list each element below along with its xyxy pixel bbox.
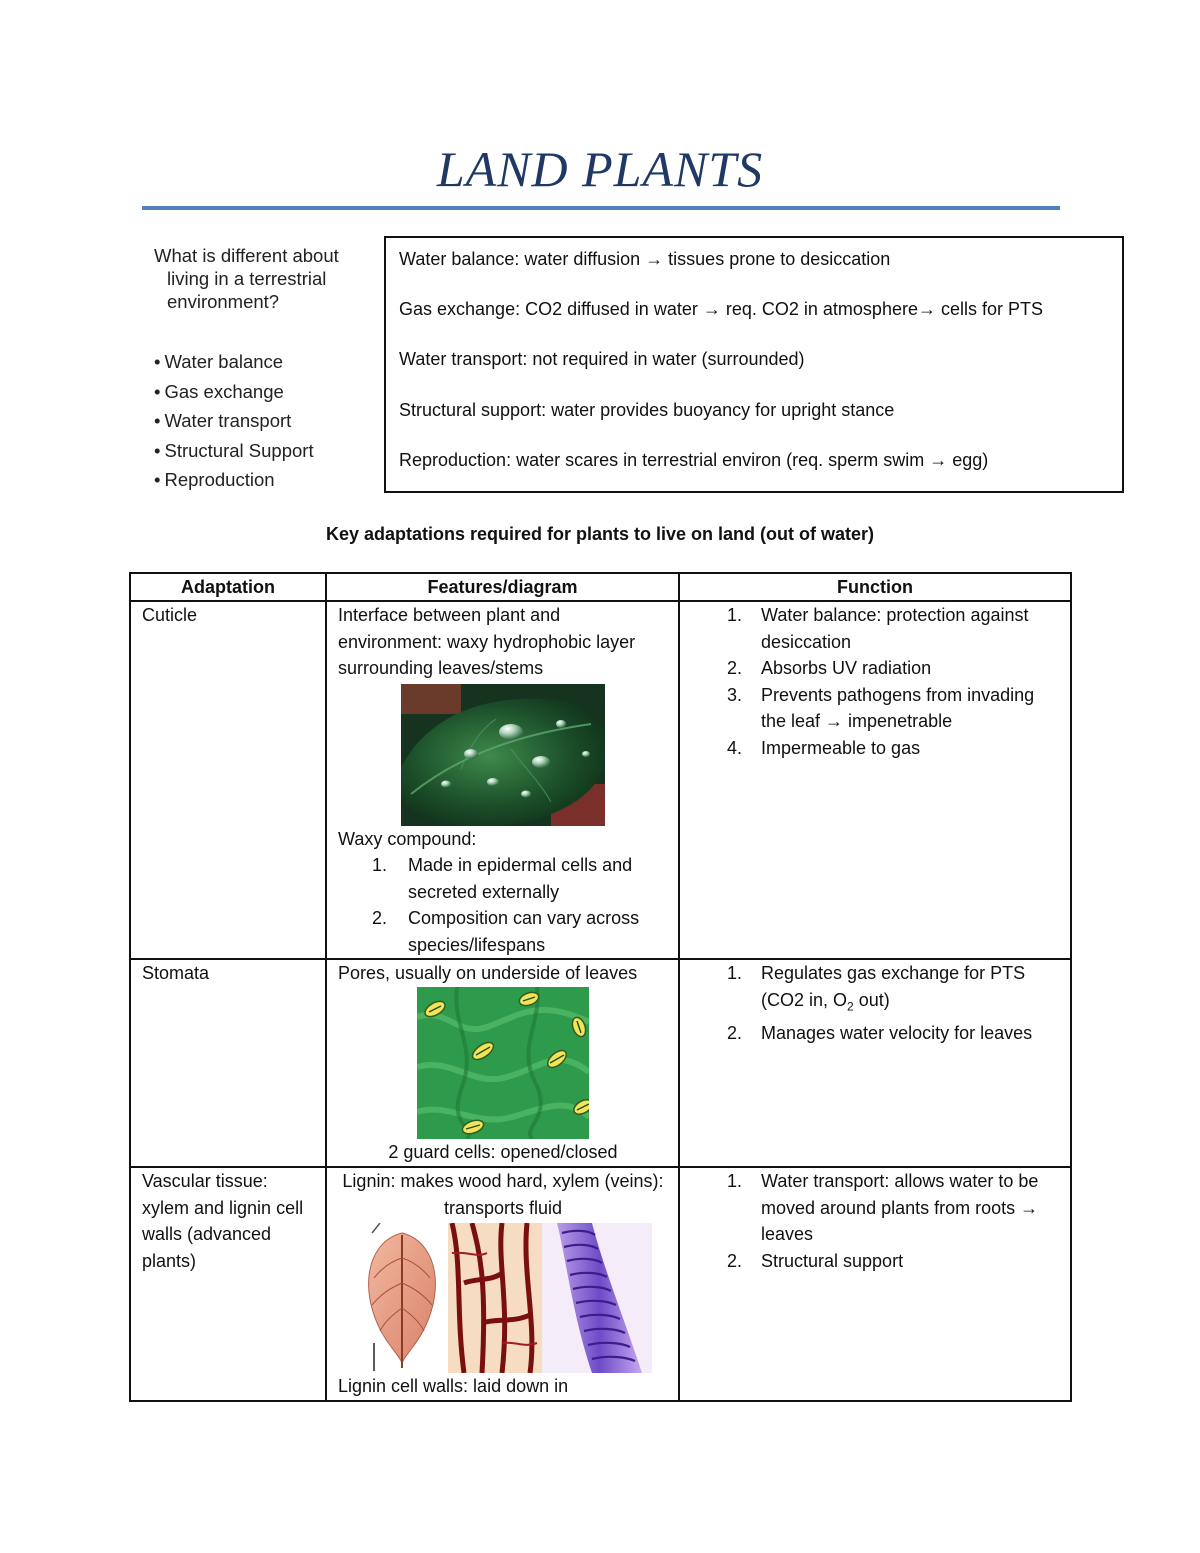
arrow-right-icon: → xyxy=(929,449,948,470)
function-cell xyxy=(679,1167,1071,1401)
wax-list xyxy=(338,852,668,958)
feature-text: Pores, usually on underside of leaves xyxy=(338,963,638,983)
feature-text: Interface between plant and environment: waxy hydrophobic layer surrounding leaves/stems xyxy=(338,605,636,678)
box-text: egg) xyxy=(952,449,989,470)
wax-item-text: Composition can vary across species/lifespans xyxy=(408,908,640,955)
stomata-caption: 2 guard cells: opened/closed xyxy=(388,1141,618,1162)
subscript: 2 xyxy=(847,999,854,1014)
box-text: Reproduction: water scares in terrestrial environ (req. sperm swim xyxy=(399,449,925,470)
page-title: LAND PLANTS xyxy=(436,141,764,197)
waxy-leaf-image xyxy=(401,684,605,826)
arrow-right-icon: → xyxy=(917,299,936,320)
wax-heading: Waxy compound: xyxy=(338,828,477,849)
lignin-caption: Lignin cell walls: laid down in xyxy=(338,1376,569,1396)
function-list-item: 4. Impermeable to gas xyxy=(727,737,921,758)
table-row xyxy=(130,601,1071,959)
box-line-reproduction xyxy=(399,448,1122,498)
box-line-gas-exchange xyxy=(399,297,1122,347)
stomata-illustration xyxy=(417,987,589,1139)
intro-question-block xyxy=(154,244,369,495)
adaptation-cell: Vascular tissue: xylem and lignin cell walls (advanced plants) xyxy=(130,1167,326,1401)
function-list-item: 1. Water transport: allows water to be moved around plants from roots → leaves xyxy=(727,1171,1039,1244)
adaptation-cell: Cuticle xyxy=(130,601,326,959)
wax-item-text: Made in epidermal cells and secreted externally xyxy=(408,855,633,902)
function-text: Prevents pathogens from invading the leaf → impenetrable xyxy=(761,684,1035,731)
wax-list-item: 1. Made in epidermal cells and secreted externally xyxy=(372,855,633,902)
arrow-right-icon: → xyxy=(645,249,664,269)
box-text: req. CO2 in atmosphere xyxy=(725,299,918,320)
intro-question-line: living in a terrestrial xyxy=(167,268,327,289)
function-list-item: 3. Prevents pathogens from invading the leaf → impenetrable xyxy=(727,684,1035,731)
box-text: Water balance: water diffusion xyxy=(399,249,641,269)
function-text: Water transport: allows water to be moved around plants from roots → leaves xyxy=(761,1171,1039,1244)
box-line-structural-support: Structural support: water provides buoyancy for upright stance xyxy=(399,399,895,420)
function-text: Manages water velocity for leaves xyxy=(761,1022,1033,1043)
wax-list-item: 2. Composition can vary across species/lifespans xyxy=(372,908,640,955)
function-text: Impermeable to gas xyxy=(761,737,921,758)
column-header: Adaptation xyxy=(130,573,326,601)
features-cell xyxy=(326,959,679,1167)
intro-bullet: • Reproduction xyxy=(154,465,369,495)
environment-comparison-box xyxy=(384,236,1124,493)
table-heading: Key adaptations required for plants to live on land (out of water) xyxy=(325,524,875,544)
function-text: Structural support xyxy=(761,1250,904,1271)
adaptation-cell: Stomata xyxy=(130,959,326,1167)
lignin-xylem-image xyxy=(352,1223,652,1373)
column-header: Features/diagram xyxy=(326,573,679,601)
intro-bullet: • Water balance xyxy=(154,347,369,377)
intro-bullet: • Water transport xyxy=(154,406,369,436)
intro-bullet: • Gas exchange xyxy=(154,377,369,407)
features-cell xyxy=(326,1167,679,1401)
box-text: Gas exchange: CO2 diffused in water xyxy=(399,299,698,320)
table-row xyxy=(130,959,1071,1167)
title-underline xyxy=(142,206,1060,210)
box-text: tissues prone to desiccation xyxy=(668,249,891,269)
intro-question-line: environment? xyxy=(167,291,280,312)
table-row xyxy=(130,1167,1071,1401)
function-text: Regulates gas exchange for PTS xyxy=(761,963,1026,983)
function-list-item: 2. Absorbs UV radiation xyxy=(727,658,932,678)
feature-text: Lignin: makes wood hard, xylem (veins): transports fluid xyxy=(342,1171,664,1218)
column-header: Function xyxy=(679,573,1071,601)
function-text: Absorbs UV radiation xyxy=(761,658,932,678)
function-list xyxy=(691,960,1060,1046)
box-text: cells for PTS xyxy=(940,299,1044,320)
function-list-item: 1. Regulates gas exchange for PTS (CO2 in, $O_2$ out) xyxy=(727,963,1026,1014)
function-text: (CO2 in, O xyxy=(761,989,848,1010)
waxy-leaf-illustration xyxy=(401,684,605,826)
function-cell xyxy=(679,601,1071,959)
box-line-water-transport: Water transport: not required in water (surrounded) xyxy=(399,349,805,370)
adaptations-table xyxy=(129,572,1072,1402)
function-list xyxy=(691,1168,1060,1274)
function-list-item: 2. Structural support xyxy=(727,1250,904,1271)
function-text: Water balance: protection against desiccation xyxy=(761,605,1029,652)
function-list-item: 1. Water balance: protection against desiccation xyxy=(727,605,1029,652)
arrow-right-icon: → xyxy=(702,299,721,320)
lignin-xylem-illustration xyxy=(352,1223,652,1373)
function-text: out) xyxy=(853,989,890,1010)
intro-bullet-list xyxy=(154,347,369,495)
function-cell xyxy=(679,959,1071,1167)
stomata-image xyxy=(417,987,589,1139)
features-cell xyxy=(326,601,679,959)
intro-bullet: • Structural Support xyxy=(154,436,369,466)
box-line-water-balance xyxy=(399,247,1122,297)
function-list xyxy=(691,602,1060,761)
function-list-item: 2. Manages water velocity for leaves xyxy=(727,1022,1033,1043)
table-header-row xyxy=(130,573,1071,601)
intro-question-line: What is different about xyxy=(154,245,339,266)
